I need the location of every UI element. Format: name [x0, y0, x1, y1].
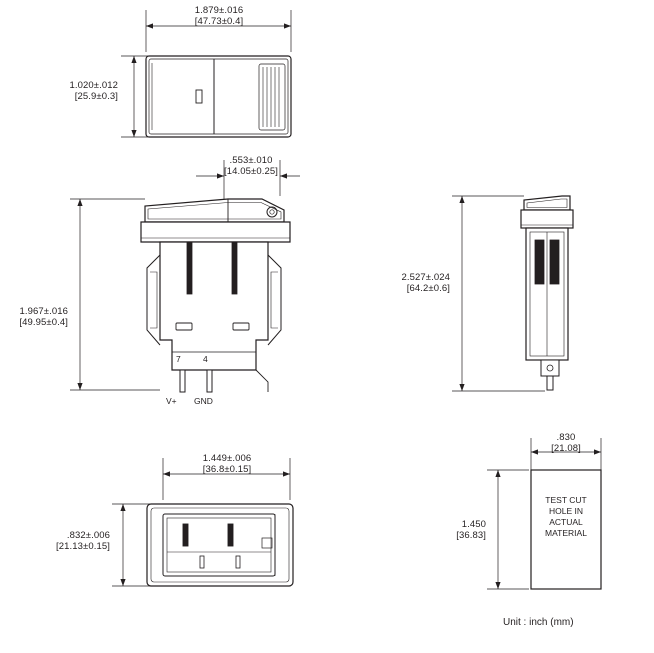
- terminal-label-gnd: GND: [194, 396, 213, 406]
- side-view: [70, 160, 300, 392]
- top-view: [121, 10, 291, 137]
- terminal-label-vplus: V+: [166, 396, 177, 406]
- unit-note: Unit : inch (mm): [503, 617, 574, 628]
- dim-bottom-height: .832±.006 [21.13±0.15]: [56, 530, 110, 552]
- dim-top-height: 1.020±.012 [25.9±0.3]: [69, 80, 118, 102]
- dim-cutout-width: .830 [21.08]: [551, 432, 581, 454]
- dim-side-height: 1.967±.016 [49.95±0.4]: [19, 306, 68, 328]
- terminal-label-7: 7: [176, 354, 181, 364]
- terminal-label-4: 4: [203, 354, 208, 364]
- front-view: [452, 196, 573, 391]
- cutout-note: TEST CUT HOLE IN ACTUAL MATERIAL: [545, 495, 587, 538]
- dim-top-width: 1.879±.016 [47.73±0.4]: [194, 5, 244, 27]
- bottom-view: [112, 458, 293, 586]
- dim-front-height: 2.527±.024 [64.2±0.6]: [401, 272, 450, 294]
- dim-side-depth: .553±.010 [14.05±0.25]: [224, 155, 278, 177]
- dim-bottom-width: 1.449±.006 [36.8±0.15]: [202, 453, 252, 475]
- dim-cutout-height: 1.450 [36.83]: [456, 519, 486, 541]
